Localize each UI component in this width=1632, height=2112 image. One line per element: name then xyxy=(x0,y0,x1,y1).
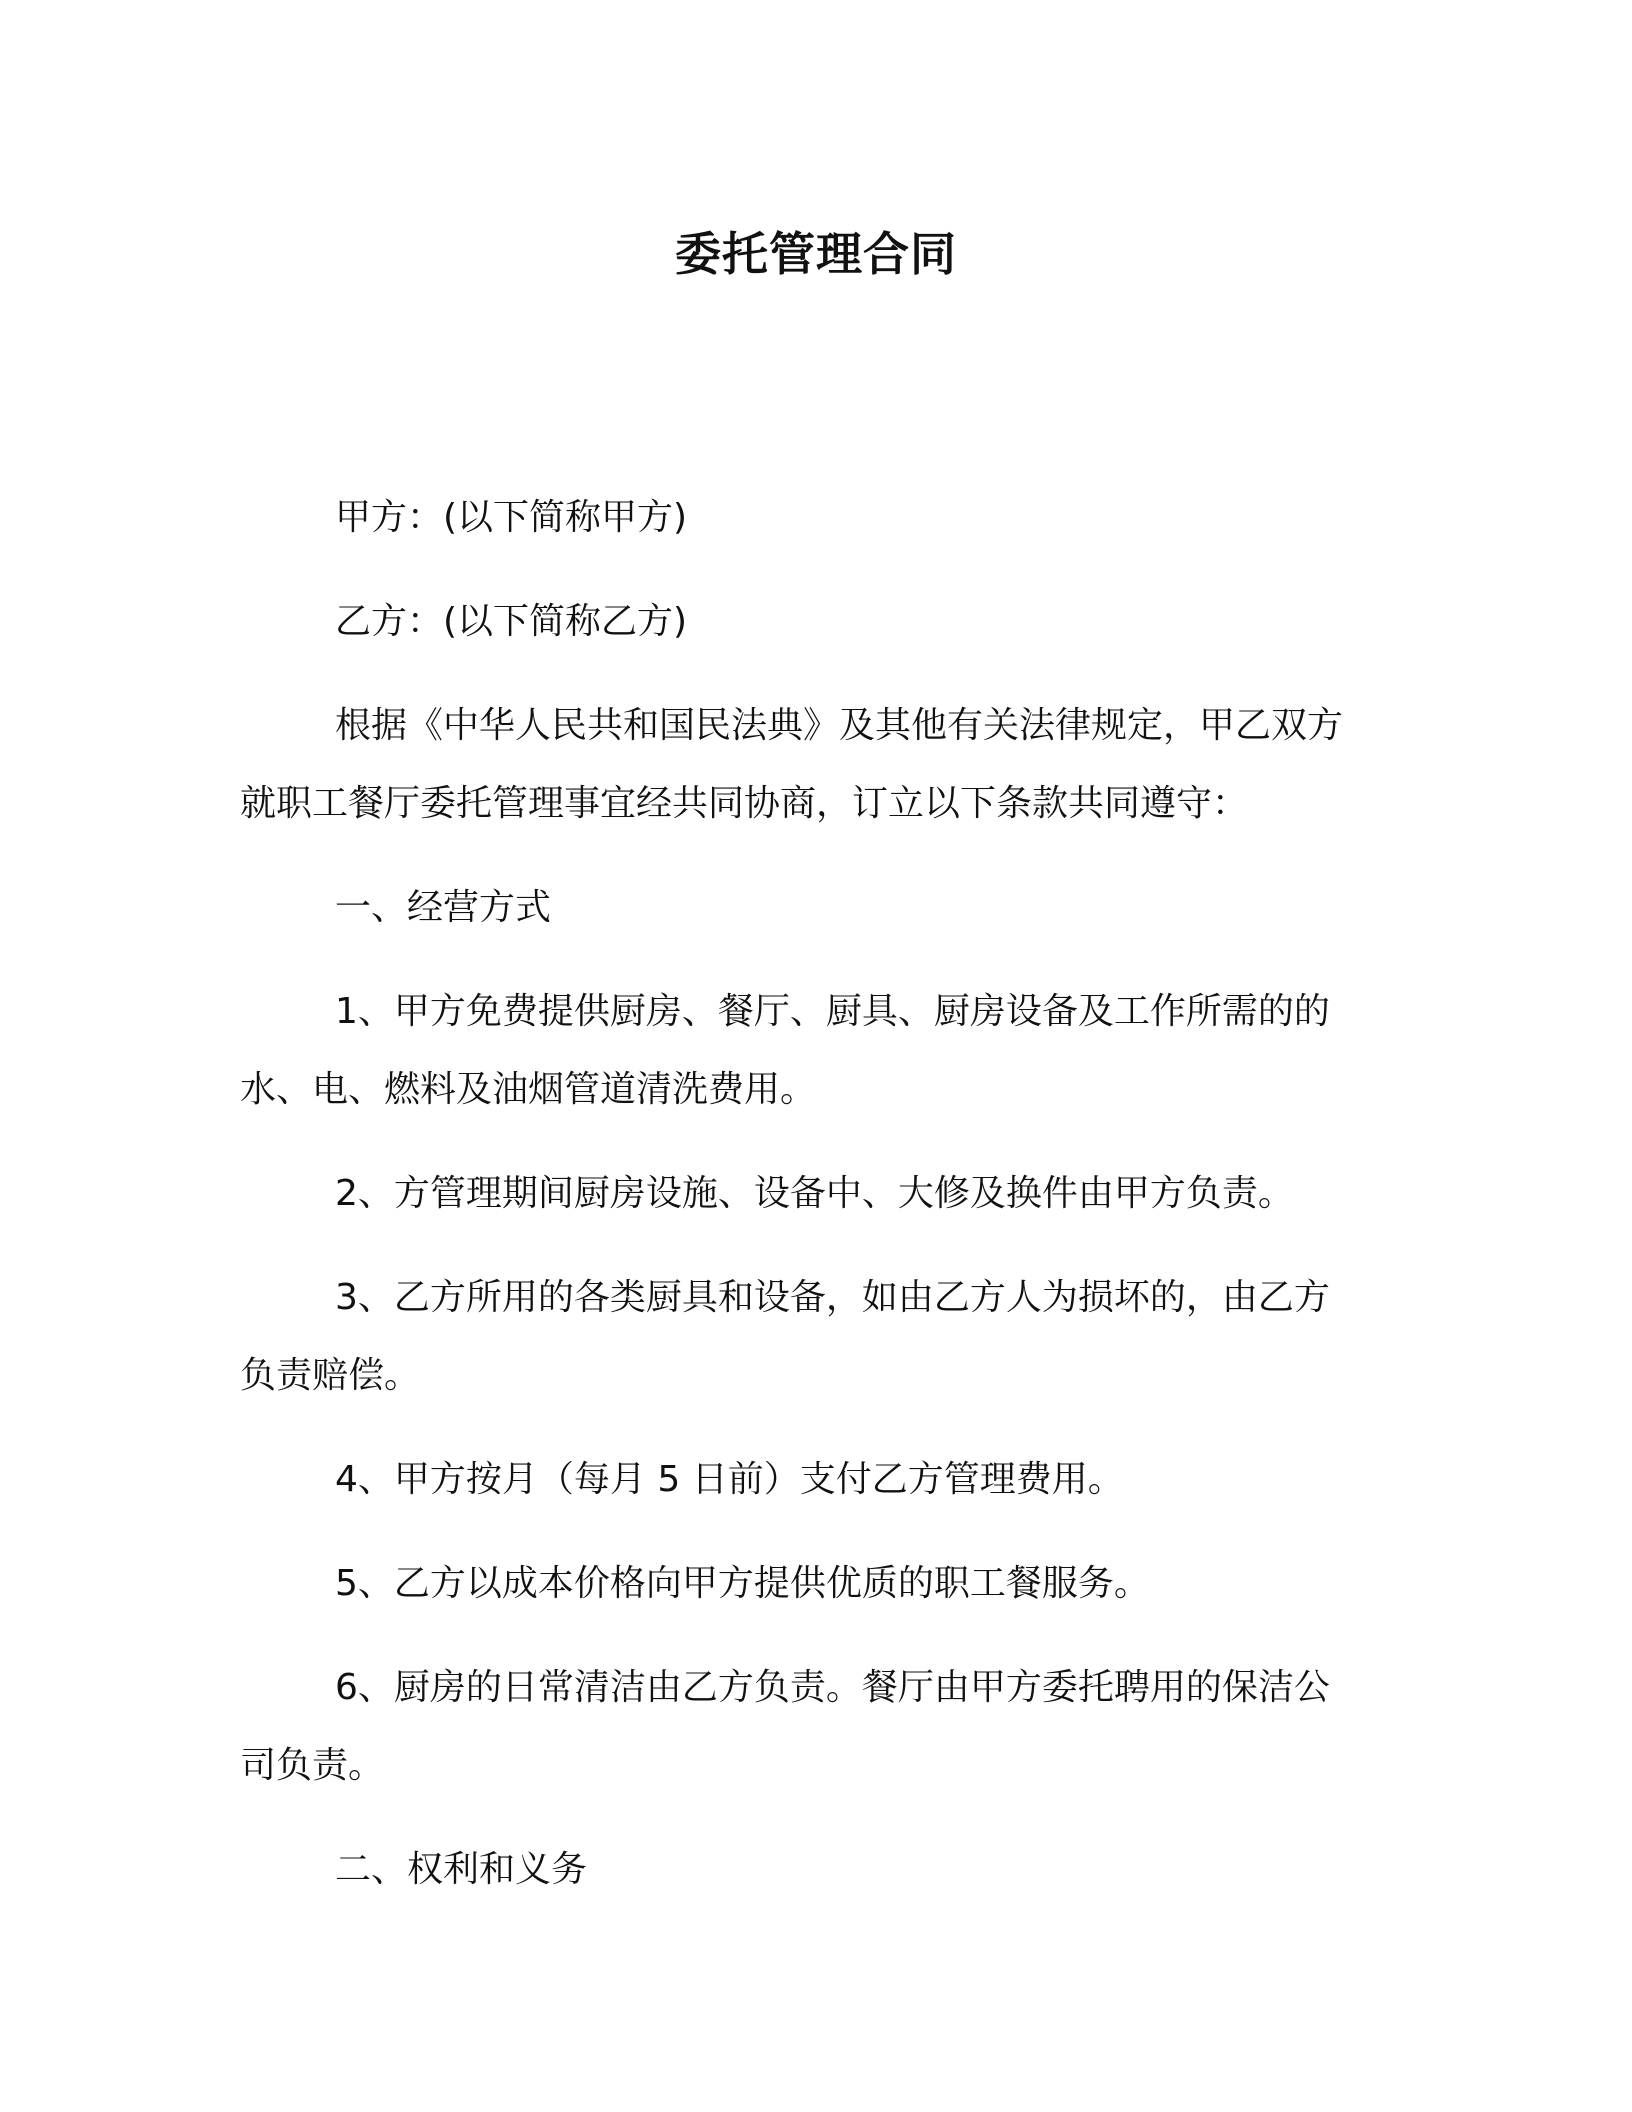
item-6-line-1: 6、厨房的日常清洁由乙方负责。餐厅由甲方委托聘用的保洁公 xyxy=(335,1667,1330,1708)
item-1-line-2: 水、电、燃料及油烟管道清洗费用。 xyxy=(240,1069,817,1110)
item-3-line-2: 负责赔偿。 xyxy=(240,1355,421,1396)
intro-line-2: 就职工餐厅委托管理事宜经共同协商，订立以下条款共同遵守： xyxy=(240,783,1249,824)
section-2-heading: 二、权利和义务 xyxy=(335,1849,588,1890)
intro-line-1: 根据《中华人民共和国民法典》及其他有关法律规定，甲乙双方 xyxy=(335,705,1344,746)
item-2: 2、方管理期间厨房设施、设备中、大修及换件由甲方负责。 xyxy=(335,1173,1294,1214)
item-6-line-2: 司负责。 xyxy=(240,1745,385,1786)
document-title: 委托管理合同 xyxy=(675,227,957,281)
item-3-line-1: 3、乙方所用的各类厨具和设备，如由乙方人为损坏的，由乙方 xyxy=(335,1277,1330,1318)
party-b-line: 乙方：(以下简称乙方) xyxy=(335,601,688,642)
item-4: 4、甲方按月（每月 5 日前）支付乙方管理费用。 xyxy=(335,1459,1124,1500)
item-5: 5、乙方以成本价格向甲方提供优质的职工餐服务。 xyxy=(335,1563,1150,1604)
item-1-line-1: 1、甲方免费提供厨房、餐厅、厨具、厨房设备及工作所需的的 xyxy=(335,991,1330,1032)
section-1-heading: 一、经营方式 xyxy=(335,887,552,928)
party-a-line: 甲方：(以下简称甲方) xyxy=(335,497,688,538)
